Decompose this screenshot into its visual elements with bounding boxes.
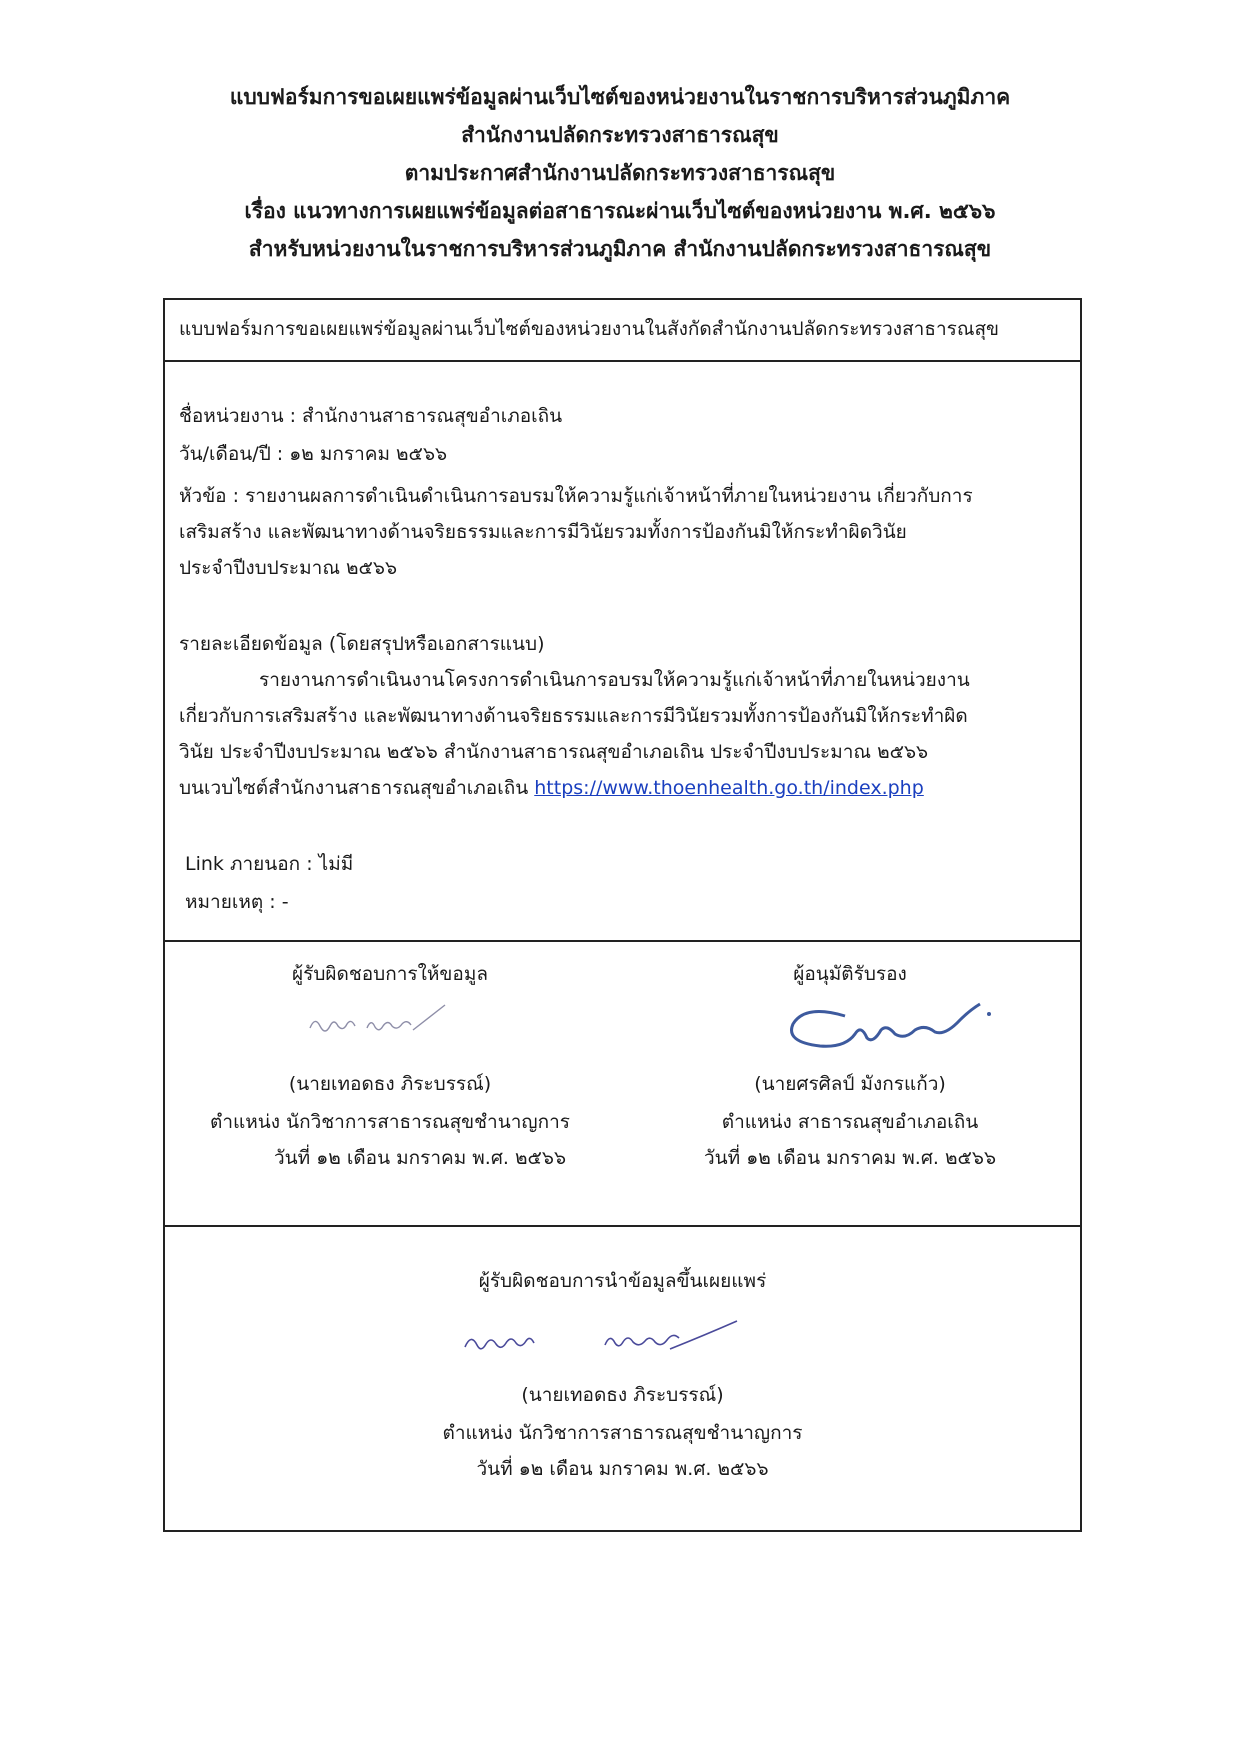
details-line-1: รายงานการดำเนินงานโครงการดำเนินการอบรมให้ความรู้แก่เจ้าหน้าที่ภายในหน่วยงาน <box>259 669 970 691</box>
header-line-1: แบบฟอร์มการขอเผยแพร่ข้อมูลผ่านเว็บไซต์ของหน่วยงานในราชการบริหารส่วนภูมิภาค <box>229 85 1011 109</box>
publisher-date: วันที่ ๑๒ เดือน มกราคม พ.ศ. ๒๕๖๖ <box>476 1458 769 1480</box>
publisher-signature-image <box>455 1315 745 1365</box>
details-line-2: เกี่ยวกับการเสริมสร้าง และพัฒนาทางด้านจริยธรรมและการมีวินัยรวมทั้งการป้องกันมิให้กระทำผิด <box>179 705 968 727</box>
provider-date: วันที่ ๑๒ เดือน มกราคม พ.ศ. ๒๕๖๖ <box>273 1147 567 1169</box>
form-title: แบบฟอร์มการขอเผยแพร่ข้อมูลผ่านเว็บไซต์ของหน่วยงานในสังกัดสำนักงานปลัดกระทรวงสาธารณสุข <box>179 318 1000 340</box>
approver-position: ตำแหน่ง สาธารณสุขอำเภอเถิน <box>721 1111 979 1133</box>
form-title-row <box>165 300 1080 362</box>
provider-name: (นายเทอดธง ภิระบรรณ์) <box>288 1073 492 1095</box>
publisher-name: (นายเทอดธง ภิระบรรณ์) <box>521 1384 724 1406</box>
subject-line-1: หัวข้อ : รายงานผลการดำเนินดำเนินการอบรมให้ความรู้แก่เจ้าหน้าที่ภายในหน่วยงาน เกี่ยวกับการ <box>179 485 973 507</box>
header-line-5: สำหรับหน่วยงานในราชการบริหารส่วนภูมิภาค สำนักงานปลัดกระทรวงสาธารณสุข <box>248 237 992 261</box>
provider-role: ผู้รับผิดชอบการให้ขอมูล <box>292 963 488 985</box>
subject-line-2: เสริมสร้าง และพัฒนาทางด้านจริยธรรมและการมีวินัยรวมทั้งการป้องกันมิให้กระทำผิดวินัย <box>179 521 907 543</box>
subject-line-3: ประจำปีงบประมาณ ๒๕๖๖ <box>179 557 398 579</box>
external-link-field: Link ภายนอก : ไม่มี <box>185 853 354 875</box>
provider-position: ตำแหน่ง นักวิชาการสาธารณสุขชำนาญการ <box>210 1111 570 1133</box>
form-table <box>163 298 1082 1532</box>
document-header <box>0 78 1240 268</box>
request-date: วัน/เดือน/ปี : ๑๒ มกราคม ๒๕๖๖ <box>179 443 448 465</box>
details-line-4-prefix: บนเวบไซต์สำนักงานสาธารณสุขอำเภอเถิน <box>179 777 529 799</box>
provider-signature-image <box>305 1000 465 1050</box>
approver-name: (นายศรศิลป์ มังกรแก้ว) <box>754 1073 946 1095</box>
agency-name: ชื่อหน่วยงาน : สำนักงานสาธารณสุขอำเภอเถิน <box>179 405 563 427</box>
details-line-3: วินัย ประจำปีงบประมาณ ๒๕๖๖ สำนักงานสาธารณสุขอำเภอเถิน ประจำปีงบประมาณ ๒๕๖๖ <box>179 741 929 763</box>
header-line-4: เรื่อง แนวทางการเผยแพร่ข้อมูลต่อสาธารณะผ่านเว็บไซต์ของหน่วยงาน พ.ศ. ๒๕๖๖ <box>244 199 996 223</box>
remark-field: หมายเหตุ : - <box>185 891 289 913</box>
header-line-2: สำนักงานปลัดกระทรวงสาธารณสุข <box>461 123 779 147</box>
publisher-position: ตำแหน่ง นักวิชาการสาธารณสุขชำนาญการ <box>442 1422 803 1444</box>
details-label: รายละเอียดข้อมูล (โดยสรุปหรือเอกสารแนบ) <box>179 633 545 655</box>
header-line-3: ตามประกาศสำนักงานปลัดกระทรวงสาธารณสุข <box>404 161 836 185</box>
details-line-4 <box>179 774 924 802</box>
approver-date: วันที่ ๑๒ เดือน มกราคม พ.ศ. ๒๕๖๖ <box>703 1147 997 1169</box>
website-link[interactable]: https://www.thoenhealth.go.th/index.php <box>534 777 924 799</box>
approver-role: ผู้อนุมัติรับรอง <box>793 963 907 985</box>
publisher-role: ผู้รับผิดชอบการนำข้อมูลขึ้นเผยแพร่ <box>478 1270 767 1292</box>
signature-row <box>165 940 1080 1227</box>
publisher-row <box>165 1225 1080 1530</box>
form-detail-row <box>165 360 1080 942</box>
approver-signature-image <box>785 994 995 1064</box>
